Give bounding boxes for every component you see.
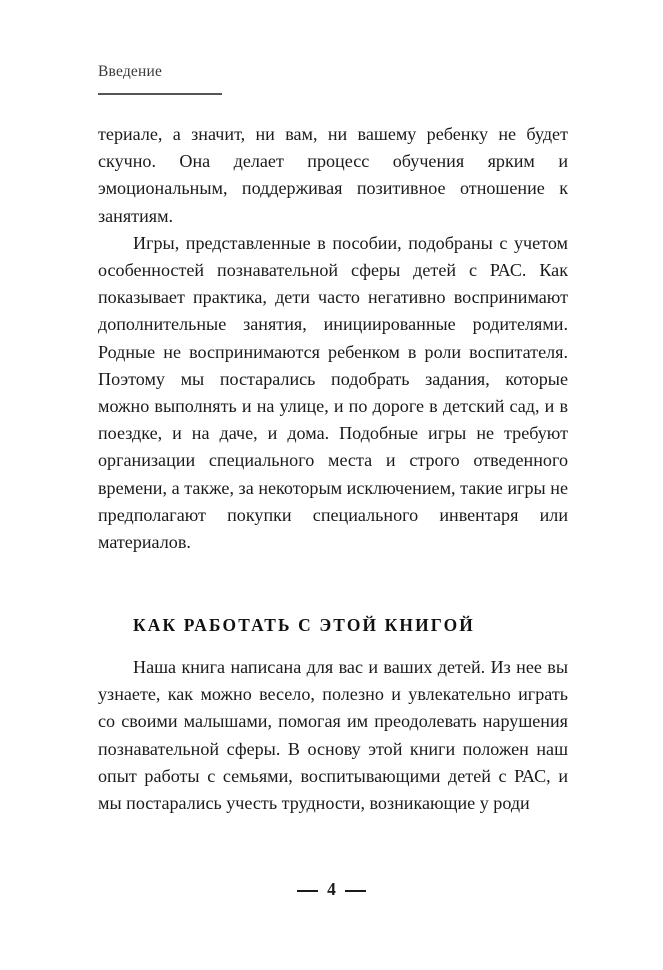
section-heading: КАК РАБОТАТЬ С ЭТОЙ КНИГОЙ (133, 615, 475, 635)
body-text-column (98, 121, 568, 556)
paragraph: Наша книга написана для вас и ваших детей. Из нее вы узнаете, как можно весело, полезно и увлекательно играть со своими малышами, помогая им преодолевать нарушения познавательной сферы. В основу этой книги положен наш опыт работы с семьями, воспитывающими детей с РАС, и мы постарались учесть трудности, возникающие у роди (98, 657, 568, 814)
paragraph: Игры, представленные в пособии, подобраны с учетом особенностей познавательной сферы детей с РАС. Как показывает практика, дети часто негативно воспринимают дополнительные занятия, инициированные родителями. Родные не воспринимаются ребенком в роли воспитателя. Поэтому мы постарались подобрать задания, которые можно выполнять и на улице, и по дороге в детский сад, и в поездке, и на даче, и дома. Подобные игры не требуют организации специального места и строго отведенного времени, а также, за некоторым исключением, такие игры не предполагают покупки специального инвентаря или материалов. (98, 232, 568, 553)
paragraph-continued: териале, а значит, ни вам, ни вашему ребенку не будет скучно. Она делает процесс обучения ярким и эмоциональным, поддерживая позитивное отношение к занятиям. (98, 124, 568, 226)
page-footer (0, 878, 663, 901)
running-head (98, 62, 568, 95)
folio-dash-left (297, 890, 318, 892)
page-number: 4 (327, 879, 336, 899)
running-head-title: Введение (98, 63, 163, 80)
section-text-column (98, 654, 568, 817)
running-head-rule (98, 93, 222, 95)
folio-dash-right (345, 890, 366, 892)
